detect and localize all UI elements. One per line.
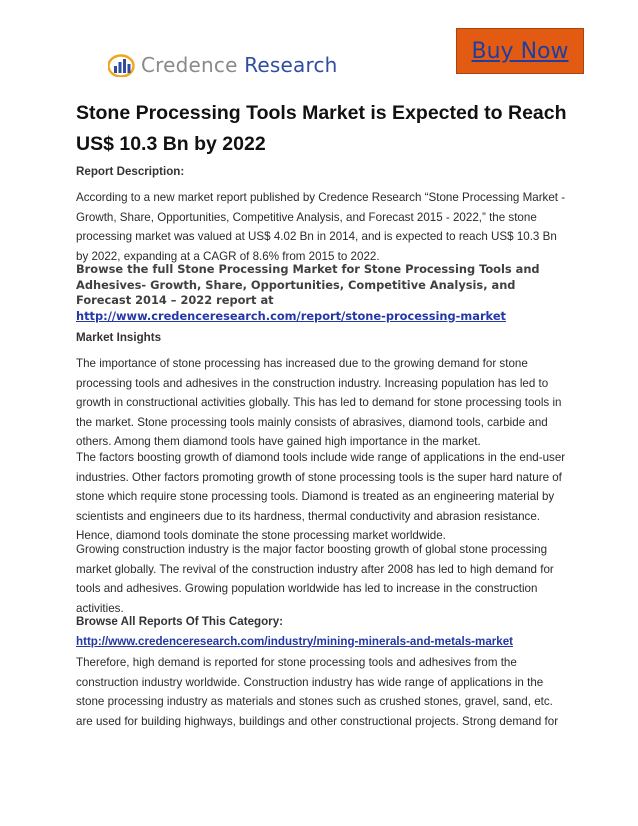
report-link[interactable]: http://www.credenceresearch.com/report/stone-processing-market	[76, 308, 507, 323]
market-insights-label: Market Insights	[76, 331, 162, 344]
paragraph-importance: The importance of stone processing has increased due to the growing demand for stone processing tools and adhesives in the construction industry. Increasing population has led to growth in constructional activities globally. This has led to demand for stone processing tools in the market. Stone processing tools mainly consists of abrasives, diamond tools, carbide and others. Among them diamond tools have gained high importance in the market.	[76, 357, 562, 448]
category-link[interactable]: http://www.credenceresearch.com/industry/mining-minerals-and-metals-market	[76, 634, 514, 648]
category-browse-text: Browse All Reports Of This Category: http://www.credenceresearch.com/industry/mining-minerals-and-metals-market	[76, 615, 514, 648]
report-description-label: Report Description:	[76, 165, 185, 178]
buy-now-button[interactable]: Buy Now	[456, 28, 584, 74]
paragraph-demand: Therefore, high demand is reported for stone processing tools and adhesives from the construction industry worldwide. Construction industry has wide range of applications in the stone processing industry as materials and stones such as crushed stones, gravel, sand, etc. are used for building highways, buildings and other constructional projects. Strong demand for	[76, 656, 559, 728]
paragraph-construction-industry: Growing construction industry is the major factor boosting growth of global stone processing market globally. The revival of the construction industry after 2008 has led to high demand for tools and adhesives. Growing population worldwide has led to increase in the construction activities.	[76, 543, 554, 615]
intro-paragraph: According to a new market report published by Credence Research “Stone Processing Market - Growth, Share, Opportunities, Competitive Analysis, and Forecast 2015 - 2022,” the stone processing market was valued at US$ 4.02 Bn in 2014, and is expected to reach US$ 10.3 Bn by 2022, expanding at a CAGR of 8.6% from 2015 to 2022.	[76, 191, 566, 263]
document-title: Stone Processing Tools Market is Expected to Reach US$ 10.3 Bn by 2022	[76, 102, 567, 155]
logo-text: Credence Research	[141, 53, 338, 77]
company-logo	[108, 52, 338, 78]
paragraph-diamond-tools: The factors boosting growth of diamond tools include wide range of applications in the end-user industries. Other factors promoting growth of stone processing tools is the super hard nature of stone which require stone processing tools. Diamond is treated as an engineering material by scientists and engineers due to its hardness, thermal conductivity and abrasion resistance. Hence, diamond tools dominate the stone processing market worldwide.	[76, 451, 566, 542]
logo-icon	[108, 53, 136, 77]
browse-report-text: Browse the full Stone Processing Market for Stone Processing Tools and Adhesives- Growth, Share, Opportunities, Competitive Analysis, and Forecast 2014 – 2022 report at http://www.credenceresearch.com/report/stone-processing-market	[76, 262, 540, 323]
